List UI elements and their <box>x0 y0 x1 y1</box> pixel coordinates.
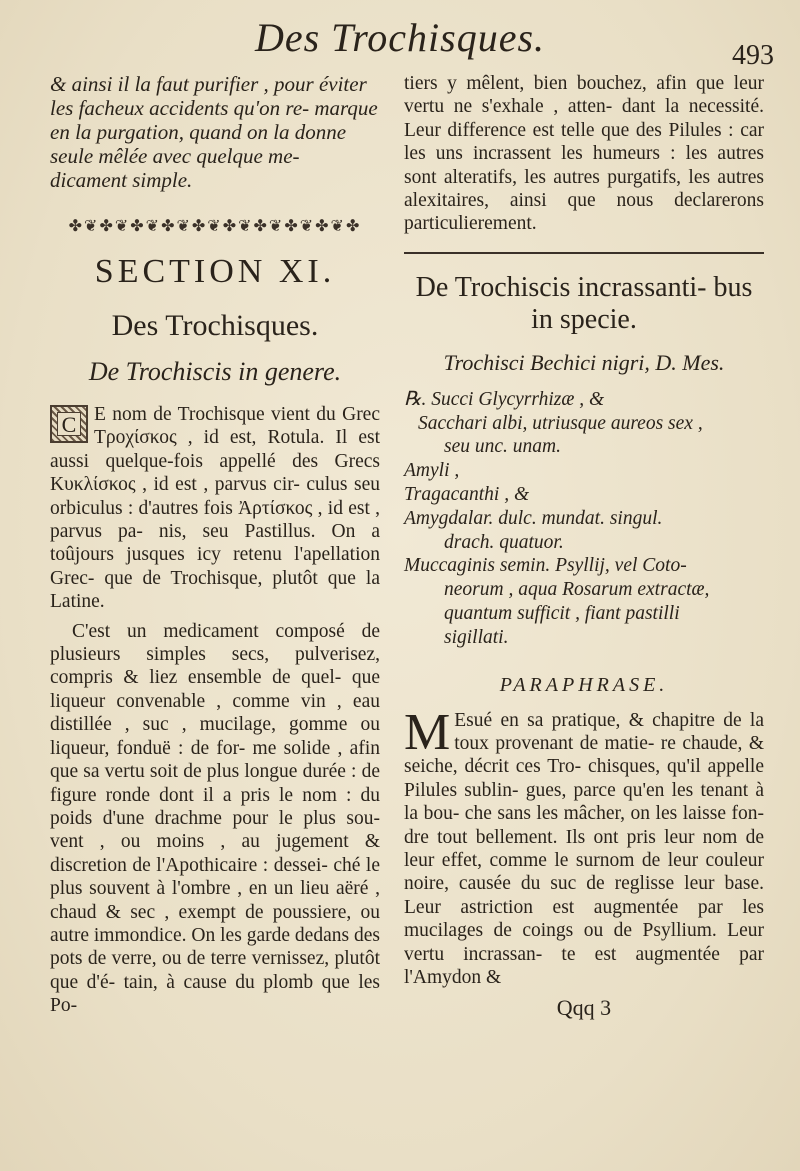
recipe-line: Sacchari albi, utriusque aureos sex , <box>418 412 703 434</box>
page-number: 493 <box>732 40 774 71</box>
recipe-line: seu unc. unam. <box>444 436 561 458</box>
paragraph-intro-text: E nom de Trochisque vient du Grec Τροχίσκος , id est, Rotula. Il est aussi quelque-fois appellé des Grecs Κυκλίσκος , id est , parvus cir- culus seu orbiculus : d'autres fois Ἀρτίσκος , id est , parvus pa- nis, seu Pastillus. On a toûjours jusques icy retenu l'apellation Grec- que de Trochisque, plutôt que la Latine. <box>50 404 380 613</box>
dropcap-ornament: C <box>50 405 88 443</box>
section-heading: SECTION XI. <box>94 253 336 290</box>
recipe-title: Trochisci Bechici nigri, D. Mes. <box>443 349 725 375</box>
paragraph-definition: C'est un medicament composé de plusieurs simples secs, pulverisez, compris & liez ensemble de quel- que liqueur convenable , comme vin , eau distillée , suc , mucilage, gomme ou liqueur, fonduë : de for- me solide , afin que sa vertu soit de plus longue durée : de figure ronde dont il a pris le nom : du poids d'une drachme pour le plus sou- vent , ou moins , au jugement & discretion de l'Apothicaire : dessei- ché le plus souvent à l'ombre , en un lieu aëré , chaud & sec , exempt de poussiere, ou autre immondice. On les garde dedans des pots de verre, ou de terre vernissez, plutôt que d'é- tain, à cause du plomb que les Po- <box>50 620 380 1017</box>
intro-text: & ainsi il la faut purifier , pour éviter les facheux accidents qu'on re- marque en la purgation, quand on la donne seule mêlée avec quelque me- dicament simple. <box>50 72 378 192</box>
recipe-line: drach. quatuor. <box>444 531 564 553</box>
recipe-line: Amyli , <box>404 460 460 482</box>
recipe-line: Muccaginis semin. Psyllij, vel Coto- <box>404 555 687 577</box>
ornament-divider: ✤❦✤❦✤❦✤❦✤❦✤❦✤❦✤❦✤❦✤ <box>68 216 362 235</box>
divider-rule <box>404 252 764 254</box>
chapter-subtitle: De Trochiscis in genere. <box>88 357 342 386</box>
signature-mark: Qqq 3 <box>556 995 612 1021</box>
recipe-line: ℞. Succi Glycyrrhizæ , & <box>404 388 605 410</box>
paragraph-paraphrase-text: Esué en sa pratique, & chapitre de la toux provenant de matie- re chaude, & seiche, décrit ces Tro- chisques, qu'il appelle Pilules sublin- gues, parce qu'en les tenant à la bou- che sans les mâcher, on les laisse fon- dre tout bellement. Ils ont pris leur nom de leur effet, comme le surnom de leur couleur noire, causée du suc de reglisse leur base. Leur astriction est augmentée par les mucilages de coings ou de Psyllium. Leur vertu incrassan- te est augmentée par l'Amydon & <box>404 709 764 989</box>
left-column <box>50 72 380 1024</box>
paragraph-continuation: tiers y mêlent, bien bouchez, afin que leur vertu ne s'exhale , atten- dant la necessité. Leur difference est telle que des Pilules : car les uns incrassent les humeurs : les autres sont alteratifs, les autres purgatifs, les autres alexitaires, ainsi que nous declarerons particulierement. <box>404 73 764 235</box>
paraphrase-heading: PARAPHRASE. <box>499 673 669 696</box>
species-heading: De Trochiscis incrassanti- bus in specie. <box>415 271 753 335</box>
recipe-line: neorum , aqua Rosarum extractæ, <box>444 579 710 601</box>
recipe-line: quantum sufficit , fiant pastilli <box>444 603 680 625</box>
paragraph-intro <box>50 403 380 614</box>
recipe-line: Tragacanthi , & <box>404 484 530 506</box>
recipe-line: Amygdalar. dulc. mundat. singul. <box>404 507 663 529</box>
recipe-line: sigillati. <box>444 626 509 648</box>
recipe-block <box>404 388 764 650</box>
running-title: Des Trochisques. <box>254 15 546 60</box>
initial-letter: M <box>404 703 451 761</box>
paragraph-paraphrase <box>404 703 764 990</box>
chapter-title: Des Trochisques. <box>111 309 319 342</box>
right-column <box>404 72 764 1021</box>
